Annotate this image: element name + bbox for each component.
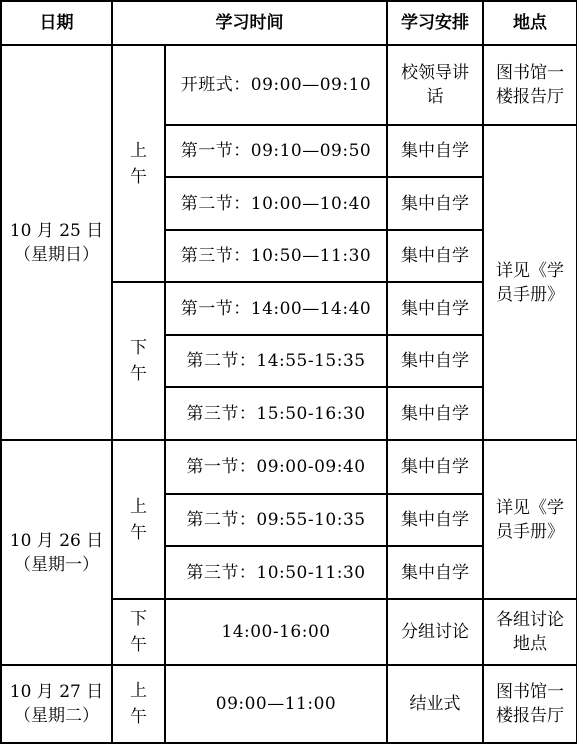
- period-cell-am: [112, 45, 165, 282]
- time-cell: 第二节：09:55-10:35: [165, 494, 387, 546]
- period-label: 上午: [130, 681, 147, 727]
- header-location: 地点: [483, 1, 577, 45]
- date-cell: [1, 440, 112, 665]
- activity-cell: 集中自学: [387, 230, 483, 282]
- date-cell: [1, 45, 112, 440]
- time-cell: 第一节：09:10—09:50: [165, 125, 387, 177]
- activity-cell: 集中自学: [387, 387, 483, 440]
- time-cell: 09:00—11:00: [165, 665, 387, 743]
- time-cell: 第三节：10:50-11:30: [165, 546, 387, 599]
- activity-cell: 集中自学: [387, 177, 483, 230]
- activity-cell: 分组讨论: [387, 599, 483, 665]
- period-label: 下午: [130, 338, 147, 384]
- time-cell: 14:00-16:00: [165, 599, 387, 665]
- weekday-text: （星期一）: [14, 554, 99, 575]
- table-row: [1, 45, 577, 125]
- period-cell-am: [112, 440, 165, 599]
- activity-cell: 集中自学: [387, 282, 483, 335]
- header-date: 日期: [1, 1, 112, 45]
- table-row: [1, 440, 577, 494]
- period-label: 上午: [130, 140, 147, 187]
- date-text: 10 月 26 日: [9, 530, 104, 551]
- period-cell-am: [112, 665, 165, 743]
- header-row: [1, 1, 577, 45]
- period-cell-pm: [112, 599, 165, 665]
- date-text: 10 月 25 日: [9, 220, 104, 241]
- activity-cell: 集中自学: [387, 440, 483, 494]
- location-cell-merged: 详见《学员手册》: [483, 440, 577, 599]
- weekday-text: （星期日）: [14, 244, 99, 265]
- header-arrangement: 学习安排: [387, 1, 483, 45]
- period-cell-pm: [112, 282, 165, 440]
- time-cell: 第二节：10:00—10:40: [165, 177, 387, 230]
- table-row: [1, 665, 577, 743]
- activity-cell: 集中自学: [387, 494, 483, 546]
- time-cell: 第三节：15:50-16:30: [165, 387, 387, 440]
- weekday-text: （星期二）: [14, 706, 99, 726]
- activity-cell: 集中自学: [387, 335, 483, 387]
- time-cell: 第三节：10:50—11:30: [165, 230, 387, 282]
- location-cell-merged: 详见《学员手册》: [483, 125, 577, 440]
- location-cell: 图书馆一楼报告厅: [483, 665, 577, 743]
- time-cell: 第一节：14:00—14:40: [165, 282, 387, 335]
- location-cell: 图书馆一楼报告厅: [483, 45, 577, 125]
- time-cell: 开班式：09:00—09:10: [165, 45, 387, 125]
- activity-cell: 集中自学: [387, 546, 483, 599]
- period-label: 上午: [130, 496, 147, 543]
- location-cell: 各组讨论地点: [483, 599, 577, 665]
- period-label: 下午: [130, 609, 147, 655]
- activity-cell: 结业式: [387, 665, 483, 743]
- date-cell: [1, 665, 112, 743]
- date-text: 10 月 27 日: [9, 682, 104, 702]
- header-time: 学习时间: [112, 1, 387, 45]
- activity-cell: 校领导讲话: [387, 45, 483, 125]
- activity-cell: 集中自学: [387, 125, 483, 177]
- time-cell: 第二节：14:55-15:35: [165, 335, 387, 387]
- time-cell: 第一节：09:00-09:40: [165, 440, 387, 494]
